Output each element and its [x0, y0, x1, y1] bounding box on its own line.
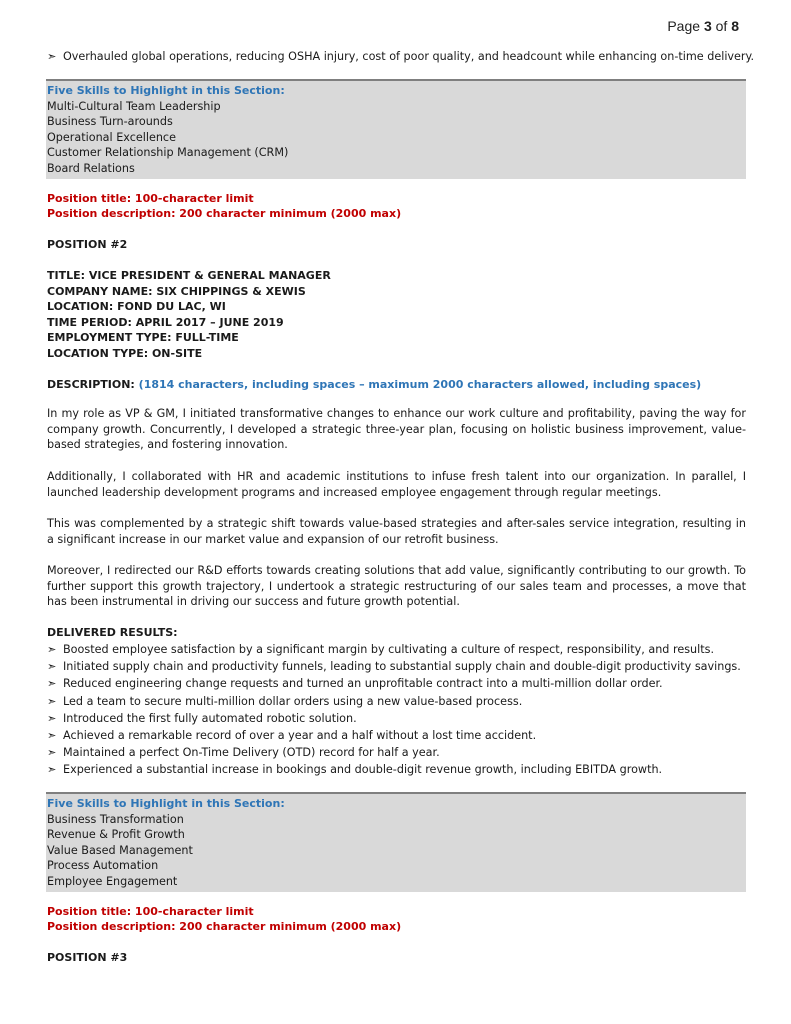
arrow-bullet-icon: ➣ [47, 694, 57, 708]
description-paragraph: This was complemented by a strategic shift towards value-based strategies and after-sales service integration, resulting in a significant increase in our market value and expansion of our retrofit business. [47, 517, 746, 546]
title-limit-note: Position title: 100-character limit [47, 192, 254, 205]
skills-heading: Five Skills to Highlight in this Section: [47, 797, 285, 810]
skills-box-2 [46, 792, 746, 892]
position-heading: POSITION #3 [47, 951, 128, 964]
top-bullet: ➣ Overhauled global operations, reducing OSHA injury, cost of poor quality, and headcount while enhancing on-time delivery. [47, 48, 754, 65]
result-item: ➣ Maintained a perfect On-Time Delivery (OTD) record for half a year. [47, 744, 741, 761]
result-item: ➣ Boosted employee satisfaction by a significant margin by cultivating a culture of respect, responsibility, and results. [47, 641, 741, 658]
skill-item: Multi-Cultural Team Leadership [47, 99, 221, 113]
skill-item: Operational Excellence [47, 130, 176, 144]
field-company: COMPANY NAME: SIX CHIPPINGS & XEWIS [47, 284, 306, 298]
description-limit-note: Position description: 200 character minimum (2000 max) [47, 920, 402, 933]
arrow-bullet-icon: ➣ [47, 660, 57, 674]
skill-item: Employee Engagement [47, 874, 178, 888]
delivered-results-label: DELIVERED RESULTS: [47, 626, 178, 639]
skills-heading: Five Skills to Highlight in this Section: [47, 84, 285, 97]
result-item: ➣ Achieved a remarkable record of over a year and a half without a lost time accident. [47, 727, 741, 744]
page-number: Page 3 of 8 [667, 18, 739, 34]
arrow-bullet-icon: ➣ [47, 763, 57, 777]
description-paragraph: Additionally, I collaborated with HR and academic institutions to infuse fresh talent into our organization. In parallel, I launched leadership development programs and increased employee engagement through regular meetings. [47, 470, 746, 499]
result-item: ➣ Initiated supply chain and productivity funnels, leading to substantial supply chain and double-digit productivity savings. [47, 658, 741, 675]
description-label: DESCRIPTION: (1814 characters, including spaces – maximum 2000 characters allowed, including spaces) [47, 378, 702, 391]
description-paragraph: Moreover, I redirected our R&D efforts towards creating solutions that add value, significantly contributing to our growth. To further support this growth trajectory, I undertook a strategic restructuring of our sales team and processes, a move that has been instrumental in driving our success and future growth potential. [47, 564, 746, 609]
position-heading: POSITION #2 [47, 238, 128, 251]
arrow-bullet-icon: ➣ [47, 50, 57, 63]
result-item: ➣ Introduced the first fully automated robotic solution. [47, 710, 741, 727]
skill-item: Customer Relationship Management (CRM) [47, 146, 289, 160]
field-employment-type: EMPLOYMENT TYPE: FULL-TIME [47, 331, 239, 345]
field-time-period: TIME PERIOD: APRIL 2017 – JUNE 2019 [47, 315, 284, 329]
arrow-bullet-icon: ➣ [47, 746, 57, 760]
skill-item: Business Turn-arounds [47, 115, 173, 129]
description-char-count: (1814 characters, including spaces – maximum 2000 characters allowed, including spaces) [138, 378, 702, 391]
arrow-bullet-icon: ➣ [47, 677, 57, 691]
skill-item: Revenue & Profit Growth [47, 828, 185, 842]
position-fields [47, 268, 331, 362]
field-title: TITLE: VICE PRESIDENT & GENERAL MANAGER [47, 269, 331, 282]
result-item: ➣ Reduced engineering change requests and turned an unprofitable contract into a multi-million dollar order. [47, 675, 741, 692]
arrow-bullet-icon: ➣ [47, 729, 57, 743]
skill-item: Board Relations [47, 161, 135, 175]
description-paragraph: In my role as VP & GM, I initiated transformative changes to enhance our work culture and profitability, paving the way for company growth. Concurrently, I developed a strategic three-year plan, focusing on holistic business improvement, value-based strategies, and fostering innovation. [47, 407, 746, 452]
description-limit-note: Position description: 200 character minimum (2000 max) [47, 207, 402, 220]
result-item: ➣ Led a team to secure multi-million dollar orders using a new value-based process. [47, 693, 741, 710]
field-location-type: LOCATION TYPE: ON-SITE [47, 346, 203, 360]
skill-item: Value Based Management [47, 843, 193, 857]
title-limit-note: Position title: 100-character limit [47, 905, 254, 918]
arrow-bullet-icon: ➣ [47, 643, 57, 656]
skills-box-1 [46, 79, 746, 179]
skill-item: Process Automation [47, 859, 159, 873]
skill-item: Business Transformation [47, 812, 184, 826]
result-item: ➣ Experienced a substantial increase in bookings and double-digit revenue growth, including EBITDA growth. [47, 761, 741, 778]
field-location: LOCATION: FOND DU LAC, WI [47, 300, 226, 314]
arrow-bullet-icon: ➣ [47, 711, 57, 725]
results-list [47, 641, 741, 779]
